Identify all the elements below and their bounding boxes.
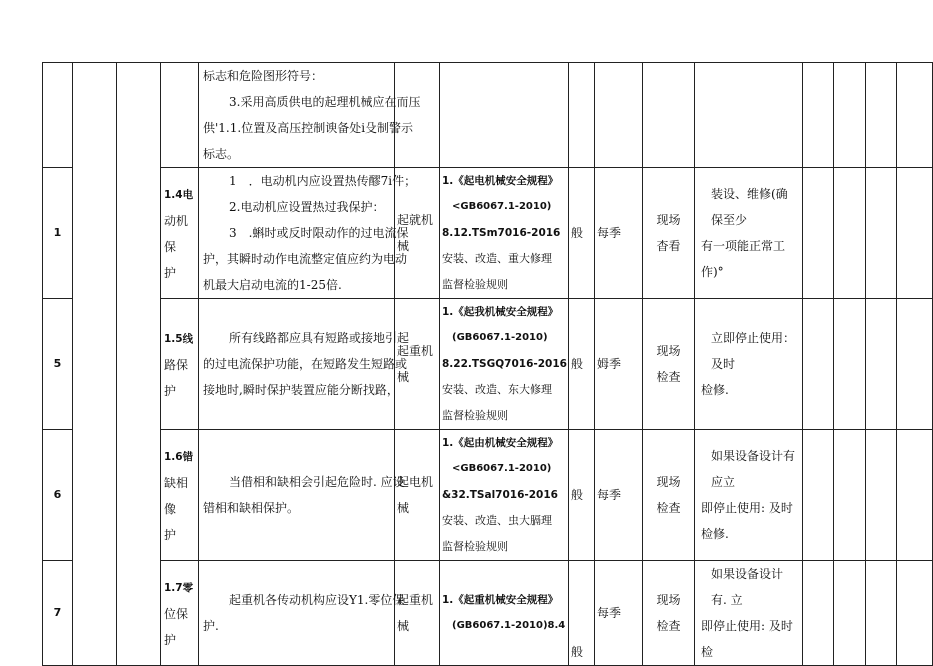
requirement-line: 3 .蝌时或反时限动作的过电流保 — [229, 226, 409, 240]
blank-cell — [834, 430, 866, 561]
basis-cell — [440, 299, 569, 430]
frequency-cell — [595, 63, 643, 168]
level-cell — [569, 63, 595, 168]
method-cell — [643, 561, 695, 666]
row-number: 7 — [43, 561, 73, 666]
method-line: 杳看 — [656, 239, 681, 253]
level-cell: 般 — [569, 430, 595, 561]
measure-line: 即停止使用: 及时检修. — [701, 501, 793, 541]
frequency-cell: 姆季 — [595, 299, 643, 430]
requirement-line: 当借相和缺相会引起危险时. 应设 — [229, 475, 405, 489]
frequency-cell: 每季 — [595, 561, 643, 666]
basis-cell — [440, 561, 569, 666]
object-line: 起电机 — [397, 475, 434, 489]
blank-cell — [834, 63, 866, 168]
measure-line: 如果设备设计有. 立 — [711, 567, 784, 607]
inspection-table — [42, 62, 933, 666]
check-item — [161, 430, 199, 561]
requirement-line: 标志。 — [203, 147, 240, 161]
basis-line: 监督检验规则 — [442, 540, 508, 553]
blank-cell — [866, 63, 897, 168]
method-line: 现场 — [656, 593, 681, 607]
blank-cell — [803, 561, 834, 666]
row-number: 5 — [43, 299, 73, 430]
basis-cell — [440, 63, 569, 168]
basis-line: 1.《起由机械安全规程》 — [442, 437, 559, 449]
blank-cell — [897, 168, 933, 299]
row-number — [43, 63, 73, 168]
measure-cell — [695, 561, 803, 666]
table-row — [43, 168, 933, 299]
blank-cell — [897, 299, 933, 430]
basis-line: 1.《起我机械安全规程》 — [442, 306, 559, 318]
basis-line: &32.TSal7016-2016 — [442, 489, 558, 501]
measure-cell — [695, 299, 803, 430]
basis-cell — [440, 168, 569, 299]
basis-line: 安装、改造、虫大膈理 — [442, 514, 552, 527]
check-item — [161, 299, 199, 430]
method-line: 检查 — [656, 370, 681, 384]
blank-cell — [803, 63, 834, 168]
basis-line: <GB6067.1-2010) — [452, 201, 552, 212]
row-number: 1 — [43, 168, 73, 299]
requirement-line: 所有线路都应具有短路或接地引起 — [229, 331, 410, 345]
item-line: 缺相像 — [164, 475, 189, 516]
item-line — [164, 325, 196, 352]
method-line: 现场 — [656, 344, 681, 358]
requirement-line: 1 ．电动机内应设置热传醪7i件； — [229, 174, 417, 188]
table-row — [43, 63, 933, 168]
object-line: 械 — [397, 619, 410, 633]
measure-cell — [695, 168, 803, 299]
basis-line: <GB6067.1-2010) — [452, 463, 552, 474]
table-row — [43, 299, 933, 430]
level-cell: 般 — [569, 299, 595, 430]
blank-cell — [866, 168, 897, 299]
method-cell — [643, 168, 695, 299]
requirement-line: 错相和缺相保护。 — [203, 501, 300, 515]
row-number: 6 — [43, 430, 73, 561]
frequency-cell: 每季 — [595, 168, 643, 299]
blank-cell — [803, 168, 834, 299]
item-text: 1.4电 — [164, 188, 194, 201]
item-text: 1.6错 — [164, 450, 194, 463]
object-cell — [395, 561, 440, 666]
requirement-line: 的过电流保护功能，在短路发生短路或 — [203, 357, 408, 371]
object-line: 械 — [397, 370, 410, 384]
item-line: 位保护 — [164, 606, 189, 647]
method-cell — [643, 63, 695, 168]
method-line: 检查 — [656, 501, 681, 515]
item-line: 护 — [164, 527, 177, 542]
method-cell — [643, 299, 695, 430]
basis-line: 1.《起电机械安全规程》 — [442, 175, 559, 187]
blank-cell — [866, 561, 897, 666]
basis-cell — [440, 430, 569, 561]
method-cell — [643, 430, 695, 561]
measure-line: 如果设备设计有应立 — [711, 449, 796, 489]
item-line: 护 — [164, 265, 177, 280]
basis-line: 8.12.TSm7016-2016 — [442, 227, 561, 239]
item-line — [164, 181, 196, 208]
level-cell: 般 — [569, 561, 595, 666]
table-row — [43, 561, 933, 666]
blank-cell — [897, 430, 933, 561]
frequency-cell: 每季 — [595, 430, 643, 561]
requirement-line: 护. — [203, 619, 219, 633]
object-line: 起重机 — [397, 593, 434, 607]
item-text: 1.5线 — [164, 332, 194, 345]
item-text: 1.7零 — [164, 581, 194, 594]
method-line: 检查 — [656, 619, 681, 633]
requirement-line: 标志和危险图形符号： — [203, 69, 324, 83]
item-line — [164, 443, 196, 470]
method-line: 现场 — [656, 213, 681, 227]
subcategory-cell — [117, 63, 161, 666]
object-line: 起重机 — [397, 344, 434, 358]
object-line: 起就机 — [397, 213, 434, 227]
requirement-line: 机最大启动电流的1-25倍. — [203, 278, 342, 292]
blank-cell — [834, 561, 866, 666]
blank-cell — [834, 299, 866, 430]
object-line: 械 — [397, 501, 410, 515]
blank-cell — [866, 299, 897, 430]
table-row — [43, 430, 933, 561]
blank-cell — [803, 299, 834, 430]
requirement-cell — [199, 63, 421, 168]
measure-cell — [695, 63, 803, 168]
object-cell — [395, 299, 440, 430]
measure-line: 有一项能正常工作)° — [701, 239, 786, 279]
requirement-line: 起重机各传动机构应设Y1.零位保 — [229, 593, 405, 607]
blank-cell — [803, 430, 834, 561]
object-cell — [395, 63, 440, 168]
level-cell: 般 — [569, 168, 595, 299]
item-line — [164, 574, 196, 601]
blank-cell — [866, 430, 897, 561]
blank-cell — [897, 561, 933, 666]
requirement-cell — [199, 299, 410, 430]
method-line: 现场 — [656, 475, 681, 489]
basis-line: (GB6067.1-2010) — [452, 332, 548, 343]
requirement-cell — [199, 430, 405, 561]
object-line: 械 — [397, 239, 410, 253]
check-item — [161, 561, 199, 666]
measure-line: 检修. — [701, 383, 729, 397]
measure-line: 装设、维修(确保至少 — [711, 187, 788, 227]
check-item — [161, 63, 199, 168]
basis-line: 8.22.TSGQ7016-2016 — [442, 358, 567, 370]
item-line: 动机保 — [164, 213, 189, 254]
blank-cell — [834, 168, 866, 299]
blank-cell — [897, 63, 933, 168]
basis-line: (GB6067.1-2010)8.4 — [452, 620, 566, 631]
basis-line: 监督检验规则 — [442, 409, 508, 422]
object-cell — [395, 430, 440, 561]
basis-line: 安装、改造、重大修理 — [442, 252, 552, 265]
item-line: 路保护 — [164, 357, 189, 398]
requirement-line: 供'1.1.位置及高压控制谀备处i殳制警示 — [203, 121, 414, 135]
requirement-line: 3.采用高质供电的起理机械应在而压 — [229, 95, 421, 109]
measure-cell — [695, 430, 803, 561]
requirement-cell — [199, 561, 405, 666]
basis-line: 安装、改造、东大修理 — [442, 383, 552, 396]
basis-line: 监督检验规则 — [442, 278, 508, 291]
category-cell — [73, 63, 117, 666]
measure-line: 立即停止使用：及时 — [711, 331, 796, 371]
basis-line: 1.《起重机械安全规程》 — [442, 594, 559, 606]
requirement-line: 护，其瞬时动作电流整定值应约为电动 — [203, 252, 408, 266]
check-item — [161, 168, 199, 299]
requirement-line: 接地时,瞬时保护装置应能分断找路， — [203, 383, 399, 397]
measure-line: 即停止使用: 及时检 — [701, 619, 793, 659]
requirement-line: 2.电动机应设置热过我保护： — [229, 200, 385, 214]
